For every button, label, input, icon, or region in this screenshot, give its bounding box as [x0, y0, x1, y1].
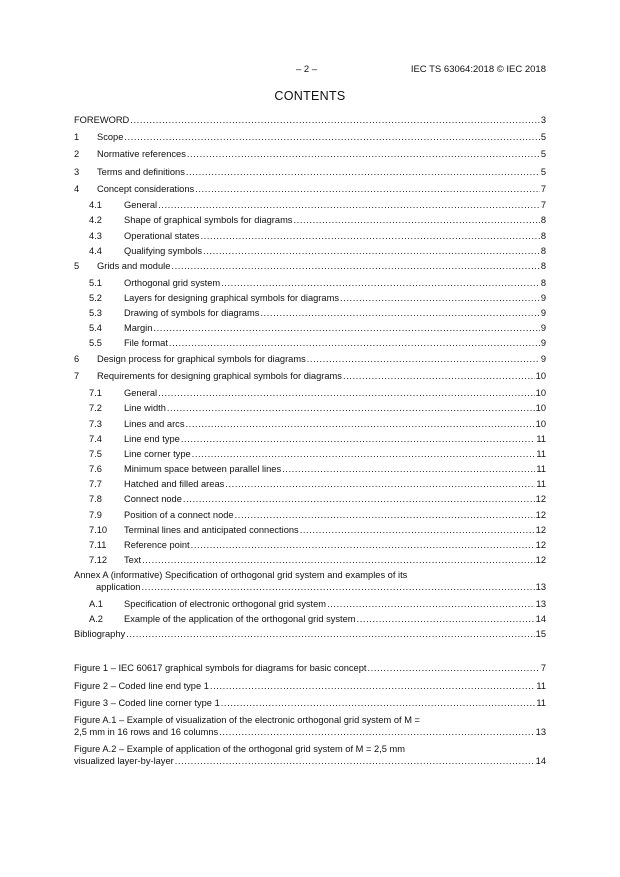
toc-page-number: 8: [540, 246, 546, 256]
toc-number: 7.6: [89, 464, 102, 474]
toc-number: 5.1: [89, 278, 102, 288]
toc-leader-dots: [167, 401, 535, 415]
toc-page-number: 8: [540, 231, 546, 241]
toc-entry[interactable]: [74, 401, 546, 415]
toc-leader-dots: [282, 462, 535, 476]
toc-page-number: 11: [536, 681, 546, 691]
toc-title: Line end type: [124, 434, 180, 444]
toc-leader-dots: [183, 492, 535, 506]
toc-leader-dots: [210, 679, 535, 693]
toc-title: Bibliography: [74, 629, 126, 639]
toc-number: 4.4: [89, 246, 102, 256]
toc-leader-dots: [221, 696, 536, 710]
toc-page-number: 9: [540, 293, 546, 303]
toc-title: Text: [124, 555, 142, 565]
toc-leader-dots: [203, 244, 540, 258]
toc-title: General: [124, 388, 158, 398]
toc-title: FOREWORD: [74, 115, 130, 125]
toc-page-number: 9: [540, 338, 546, 348]
toc-entry[interactable]: [74, 754, 546, 768]
toc-leader-dots: [185, 417, 534, 431]
toc-entry[interactable]: [74, 291, 546, 305]
toc-title: Operational states: [124, 231, 200, 241]
toc-entry[interactable]: [74, 553, 546, 567]
toc-number: 7.8: [89, 494, 102, 504]
toc-title: Line width: [124, 403, 166, 413]
toc-entry[interactable]: [74, 198, 546, 212]
figure-title-line: Figure A.2 – Example of application of the orthogonal grid system of M = 2,5 mm: [74, 744, 405, 754]
toc-leader-dots: [126, 627, 534, 641]
toc-page-number: 11: [536, 698, 546, 708]
toc-title: General: [124, 200, 158, 210]
toc-leader-dots: [221, 276, 540, 290]
toc-leader-dots: [153, 321, 539, 335]
toc-title: Drawing of symbols for diagrams: [124, 308, 260, 318]
toc-page-number: 11: [536, 479, 546, 489]
toc-leader-dots: [171, 259, 539, 273]
toc-title: Terminal lines and anticipated connections: [124, 525, 299, 535]
toc-title: 2,5 mm in 16 rows and 16 columns: [74, 727, 219, 737]
page-title: CONTENTS: [274, 89, 346, 103]
toc-entry[interactable]: [74, 369, 546, 383]
toc-number: 4: [74, 184, 80, 194]
toc-leader-dots: [340, 291, 540, 305]
toc-leader-dots: [225, 477, 535, 491]
toc-title: Design process for graphical symbols for diagrams: [97, 354, 306, 364]
toc-entry[interactable]: [74, 725, 546, 739]
toc-title: Scope: [97, 132, 124, 142]
toc-number: 4.1: [89, 200, 102, 210]
toc-leader-dots: [307, 352, 540, 366]
toc-entry[interactable]: [74, 612, 546, 626]
toc-number: 7.3: [89, 419, 102, 429]
toc-page-number: 3: [540, 115, 546, 125]
toc-leader-dots: [343, 369, 535, 383]
toc-leader-dots: [200, 229, 539, 243]
toc-page-number: 8: [540, 261, 546, 271]
toc-number: 5: [74, 261, 80, 271]
toc-number: 5.5: [89, 338, 102, 348]
toc-leader-dots: [158, 198, 540, 212]
toc-entry[interactable]: [74, 432, 546, 446]
toc-page-number: 13: [535, 727, 546, 737]
toc-leader-dots: [142, 553, 535, 567]
toc-page-number: 8: [540, 215, 546, 225]
toc-leader-dots: [191, 538, 535, 552]
toc-page-number: 9: [540, 323, 546, 333]
toc-entry[interactable]: [74, 147, 546, 161]
toc-number: 5.2: [89, 293, 102, 303]
toc-entry[interactable]: [74, 229, 546, 243]
toc-leader-dots: [293, 213, 539, 227]
toc-title: Figure 3 – Coded line corner type 1: [74, 698, 220, 708]
toc-entry[interactable]: [74, 597, 546, 611]
toc-title: Figure 1 – IEC 60617 graphical symbols for diagrams for basic concept: [74, 663, 367, 673]
toc-number: 2: [74, 149, 80, 159]
toc-entry[interactable]: [96, 580, 546, 594]
toc-page-number: 10: [535, 388, 546, 398]
toc-entry[interactable]: [74, 386, 546, 400]
toc-title: Grids and module: [97, 261, 171, 271]
toc-number: 7.7: [89, 479, 102, 489]
toc-leader-dots: [260, 306, 539, 320]
toc-entry[interactable]: [74, 462, 546, 476]
toc-page-number: 11: [536, 449, 546, 459]
toc-title: Normative references: [97, 149, 186, 159]
toc-entry[interactable]: [74, 492, 546, 506]
toc-title: Line corner type: [124, 449, 191, 459]
toc-number: 1: [74, 132, 80, 142]
toc-leader-dots: [175, 754, 535, 768]
toc-entry[interactable]: [74, 321, 546, 335]
toc-page-number: 11: [536, 434, 546, 444]
toc-page-number: 13: [535, 599, 546, 609]
toc-leader-dots: [186, 165, 540, 179]
toc-title: Minimum space between parallel lines: [124, 464, 282, 474]
toc-number: 7.2: [89, 403, 102, 413]
toc-entry[interactable]: [74, 165, 546, 179]
toc-entry[interactable]: [74, 259, 546, 273]
toc-number: 7: [74, 371, 80, 381]
toc-number: 3: [74, 167, 80, 177]
toc-title: Figure 2 – Coded line end type 1: [74, 681, 209, 691]
toc-number: 7.12: [89, 555, 108, 565]
toc-leader-dots: [187, 147, 540, 161]
toc-entry[interactable]: [74, 508, 546, 522]
toc-number: 4.3: [89, 231, 102, 241]
toc-title: Position of a connect node: [124, 510, 234, 520]
toc-page-number: 8: [540, 278, 546, 288]
toc-title: Layers for designing graphical symbols for diagrams: [124, 293, 339, 303]
toc-number: 7.11: [89, 540, 107, 550]
toc-title: Specification of electronic orthogonal grid system: [124, 599, 327, 609]
toc-page-number: 10: [535, 403, 546, 413]
toc-entry[interactable]: [74, 182, 546, 196]
toc-entry[interactable]: [74, 306, 546, 320]
annex-title: Annex A (informative) Specification of orthogonal grid system and examples of its: [74, 570, 408, 580]
toc-number: 6: [74, 354, 80, 364]
toc-title: Example of the application of the orthogonal grid system: [124, 614, 356, 624]
toc-entry[interactable]: [74, 276, 546, 290]
toc-number: 7.9: [89, 510, 102, 520]
toc-page-number: 15: [535, 629, 546, 639]
toc-entry[interactable]: [74, 417, 546, 431]
toc-title: Lines and arcs: [124, 419, 185, 429]
toc-title: File format: [124, 338, 168, 348]
toc-page-number: 5: [540, 167, 546, 177]
toc-title: Concept considerations: [97, 184, 195, 194]
toc-entry[interactable]: [74, 244, 546, 258]
toc-page-number: 12: [535, 494, 546, 504]
toc-leader-dots: [124, 130, 539, 144]
toc-title: Shape of graphical symbols for diagrams: [124, 215, 293, 225]
toc-number: 4.2: [89, 215, 102, 225]
toc-page-number: 14: [535, 614, 546, 624]
toc-title: Margin: [124, 323, 153, 333]
toc-page-number: 12: [535, 525, 546, 535]
toc-title: Qualifying symbols: [124, 246, 203, 256]
toc-page-number: 13: [535, 582, 546, 592]
toc-entry[interactable]: [74, 679, 546, 693]
toc-entry[interactable]: [74, 696, 546, 710]
toc-page-number: 5: [540, 149, 546, 159]
toc-title: Reference point: [124, 540, 190, 550]
toc-number: 7.5: [89, 449, 102, 459]
toc-leader-dots: [195, 182, 540, 196]
toc-page-number: 10: [535, 419, 546, 429]
toc-entry[interactable]: [74, 661, 546, 675]
toc-page-number: 12: [535, 555, 546, 565]
toc-number: A.1: [89, 599, 103, 609]
toc-entry[interactable]: [74, 447, 546, 461]
toc-number: 7.10: [89, 525, 108, 535]
toc-entry[interactable]: [74, 523, 546, 537]
toc-page-number: 11: [536, 464, 546, 474]
standard-reference: IEC TS 63064:2018 © IEC 2018: [410, 64, 546, 75]
toc-number: 7.4: [89, 434, 102, 444]
toc-leader-dots: [219, 725, 534, 739]
toc-leader-dots: [192, 447, 536, 461]
toc-leader-dots: [327, 597, 535, 611]
toc-page-number: 7: [540, 184, 546, 194]
toc-title: Terms and definitions: [97, 167, 185, 177]
toc-page-number: 5: [540, 132, 546, 142]
toc-title: visualized layer-by-layer: [74, 756, 174, 766]
toc-leader-dots: [130, 113, 540, 127]
toc-page-number: 14: [535, 756, 546, 766]
toc-number: A.2: [89, 614, 103, 624]
toc-title: application: [96, 582, 141, 592]
toc-page-number: 9: [540, 308, 546, 318]
toc-title: Requirements for designing graphical symbols for diagrams: [97, 371, 342, 381]
page-number: – 2 –: [296, 64, 318, 75]
toc-entry[interactable]: [74, 352, 546, 366]
toc-page-number: 10: [535, 371, 546, 381]
toc-page-number: 7: [540, 663, 546, 673]
toc-entry[interactable]: [74, 627, 546, 641]
toc-entry[interactable]: [74, 113, 546, 127]
toc-leader-dots: [357, 612, 535, 626]
toc-entry[interactable]: [74, 477, 546, 491]
toc-page-number: 9: [540, 354, 546, 364]
toc-page-number: 12: [535, 540, 546, 550]
toc-leader-dots: [158, 386, 535, 400]
toc-entry[interactable]: [74, 213, 546, 227]
toc-leader-dots: [181, 432, 536, 446]
toc-title: Connect node: [124, 494, 182, 504]
toc-leader-dots: [300, 523, 535, 537]
toc-page-number: 7: [540, 200, 546, 210]
figure-title-line: Figure A.1 – Example of visualization of the electronic orthogonal grid system of M =: [74, 715, 420, 725]
toc-title: Hatched and filled areas: [124, 479, 225, 489]
toc-title: Orthogonal grid system: [124, 278, 221, 288]
toc-number: 5.4: [89, 323, 102, 333]
toc-entry[interactable]: [74, 336, 546, 350]
toc-number: 5.3: [89, 308, 102, 318]
toc-leader-dots: [141, 580, 534, 594]
toc-entry[interactable]: [74, 130, 546, 144]
toc-leader-dots: [367, 661, 539, 675]
toc-leader-dots: [169, 336, 540, 350]
toc-leader-dots: [235, 508, 535, 522]
toc-entry[interactable]: [74, 538, 546, 552]
toc-number: 7.1: [89, 388, 102, 398]
toc-page-number: 12: [535, 510, 546, 520]
